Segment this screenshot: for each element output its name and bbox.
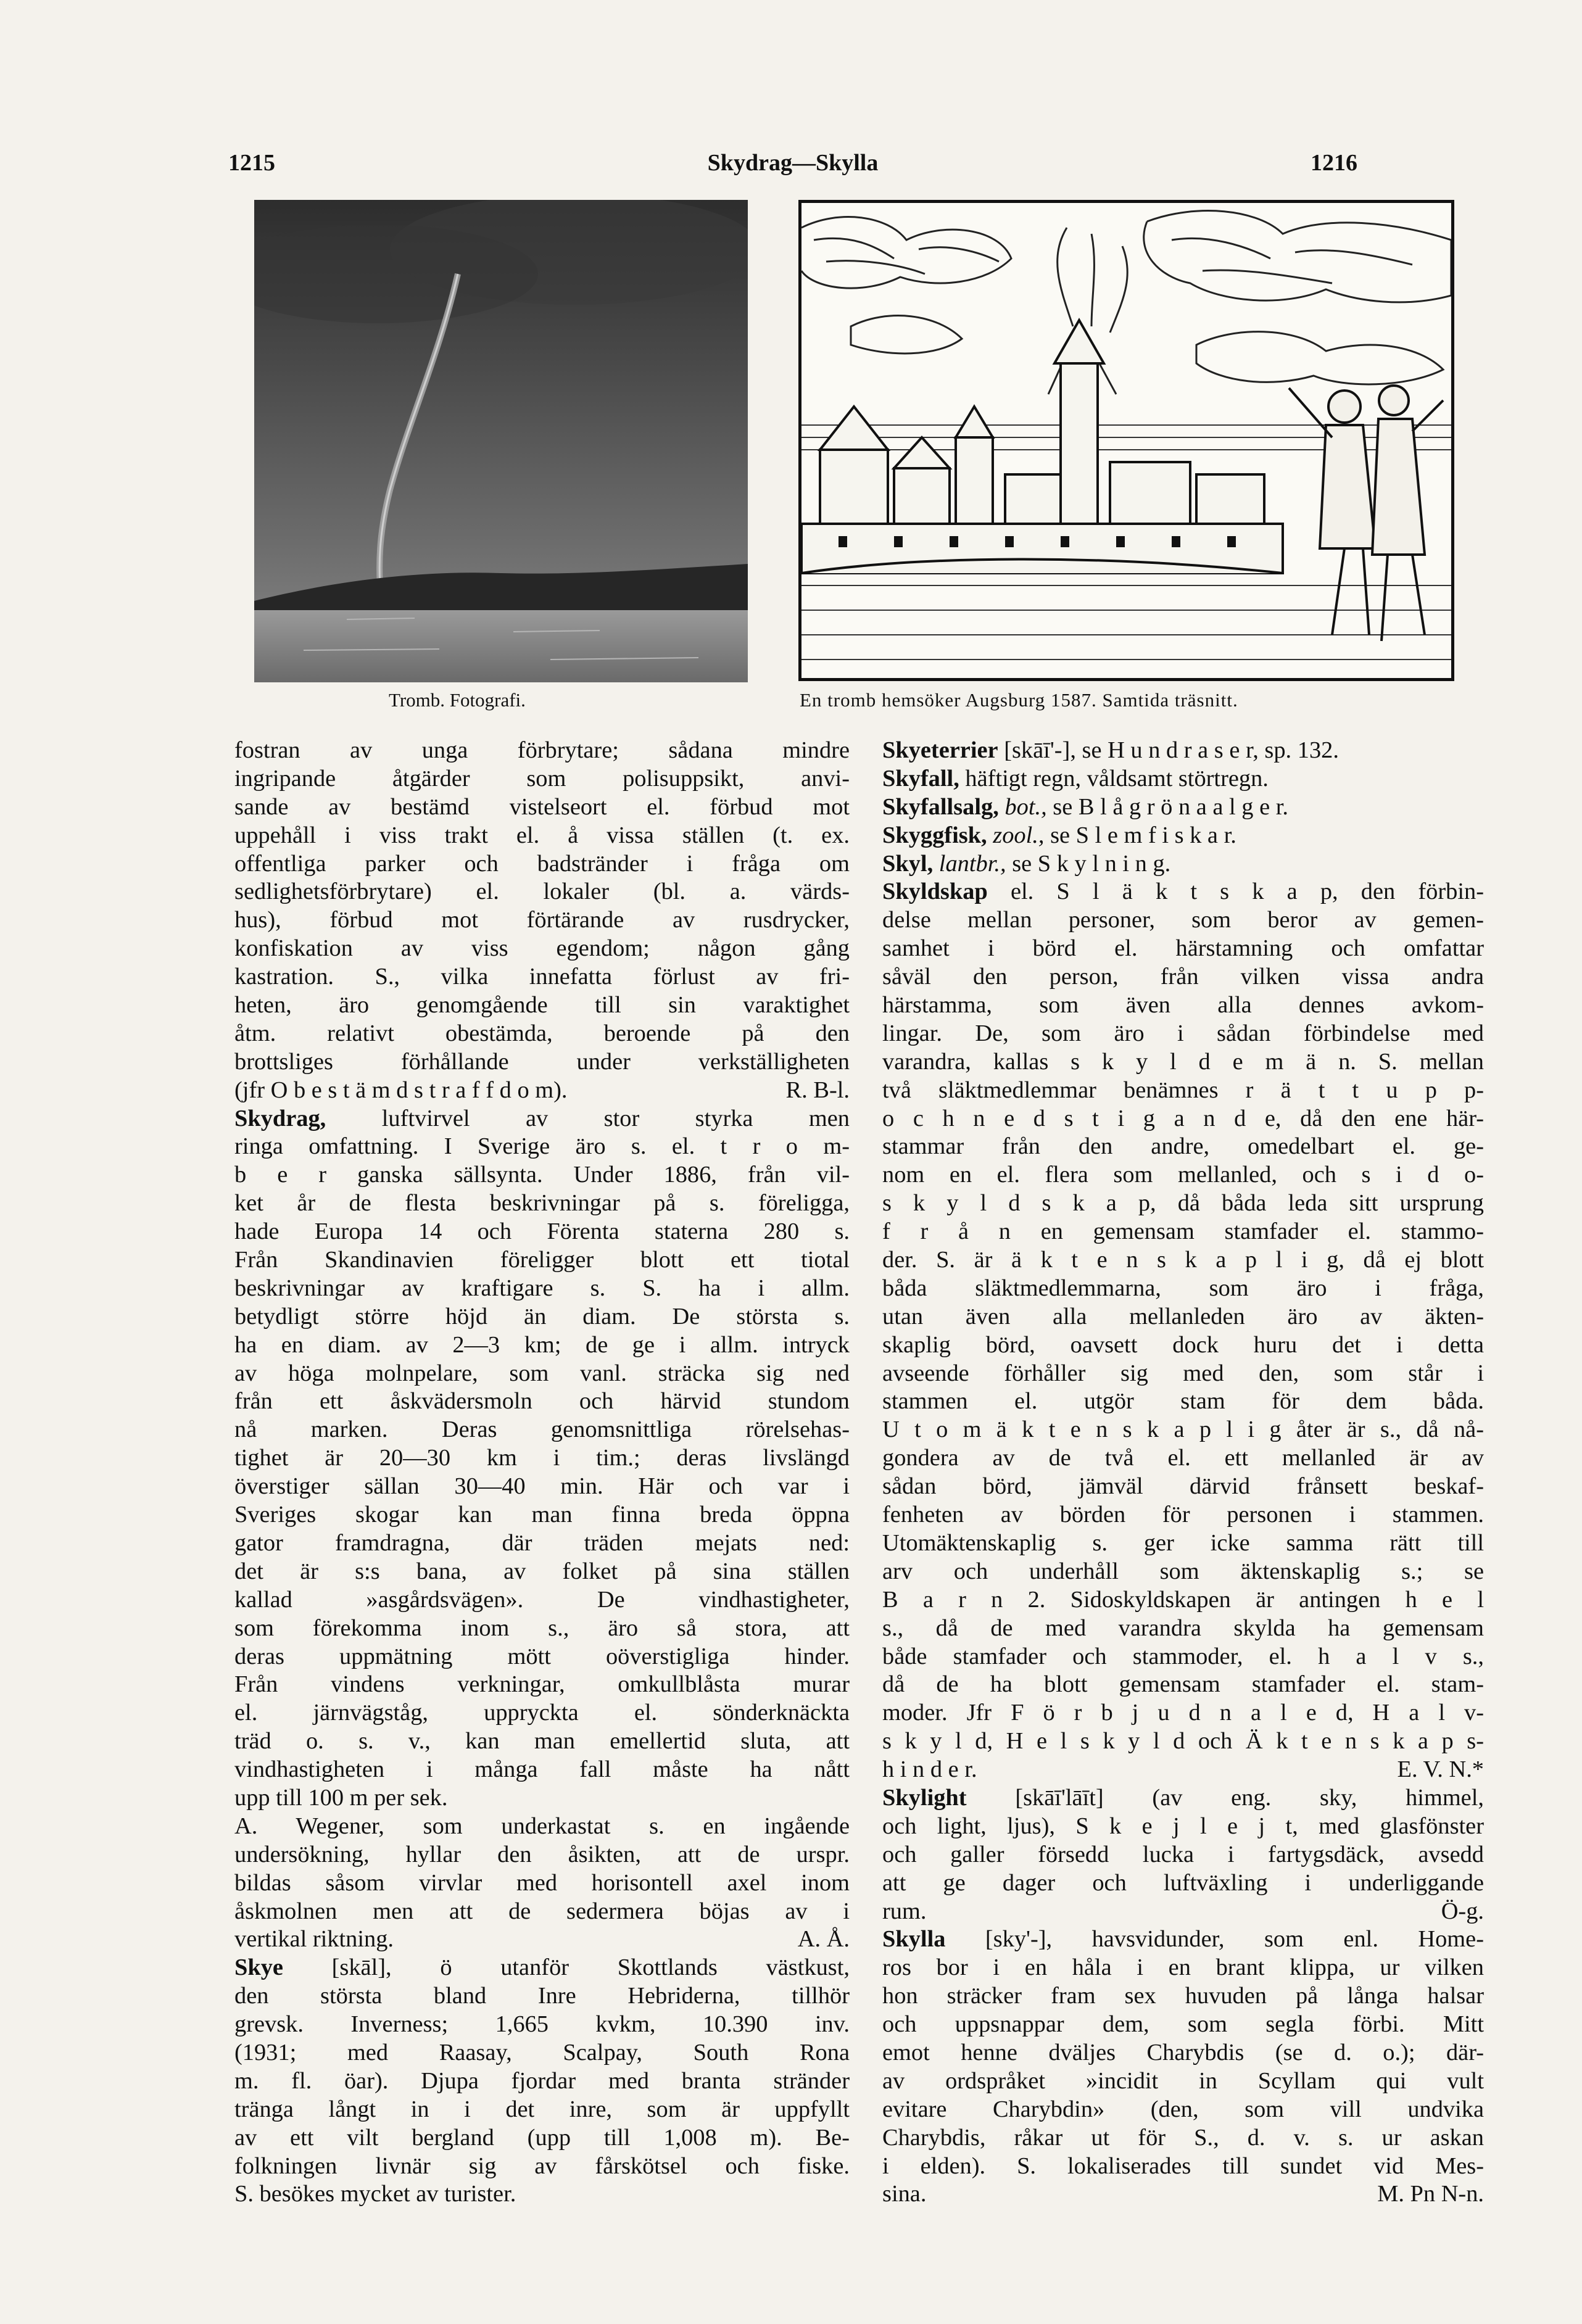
page-header — [228, 149, 1357, 186]
signature: M. Pn N-n. — [1377, 2181, 1484, 2207]
text-line: hade Europa 14 och Förenta staterna 280 s. — [234, 1218, 850, 1245]
signature: R. B-l. — [785, 1077, 850, 1103]
headword: Skyldskap — [882, 879, 988, 905]
text-line: Från vindens verkningar, omkullblåsta murar — [234, 1671, 850, 1698]
text-line: grevsk. Inverness; 1,665 kvkm, 10.390 inv. — [234, 2011, 850, 2038]
text-line: att ge dager och luftväxling i underliggande — [882, 1869, 1484, 1896]
text-line: tighet är 20—30 km i tim.; deras livslängd — [234, 1445, 850, 1471]
text-line: s k y l d s k a p, då båda leda sitt ursprung — [882, 1190, 1484, 1217]
headword: Skyeterrier — [882, 737, 998, 763]
text-line: träd o. s. v., kan man emellertid sluta, att — [234, 1728, 850, 1755]
signature: A. Å. — [797, 1926, 850, 1953]
text-line: åtm. relativt obestämda, beroende på den — [234, 1020, 850, 1046]
text-line: Från Skandinavien föreligger blott ett tiotal — [234, 1247, 850, 1273]
text-line: nom en el. flera som mellanled, och s i d o- — [882, 1162, 1484, 1188]
text-line: b e r ganska sällsynta. Under 1886, från vil- — [234, 1162, 850, 1188]
page-number-left: 1215 — [228, 150, 275, 176]
entry-skyfall: Skyfall, häftigt regn, våldsamt störtregn. — [882, 765, 1269, 792]
text-line: kallad »asgårdsvägen». De vindhastigheter, — [234, 1586, 850, 1613]
text-line: arv och underhåll som äktenskaplig s.; se — [882, 1558, 1484, 1584]
text-line: o c h n e d s t i g a n d e, då den ene här- — [882, 1105, 1484, 1131]
text-line: den största bland Inre Hebriderna, tillhör — [234, 1983, 850, 2009]
text-line: A. Wegener, som underkastat s. en ingående — [234, 1813, 850, 1839]
text-line: av ordspråket »incidit in Scyllam qui vult — [882, 2067, 1484, 2094]
text-line: (1931; med Raasay, Scalpay, South Rona — [234, 2039, 850, 2066]
text-line: Sveriges skogar kan man finna breda öppna — [234, 1502, 850, 1528]
text-line: stammar från den andre, omedelbart el. ge- — [882, 1133, 1484, 1160]
text-line: Skye [skāl], ö utanför Skottlands västkust, — [234, 1954, 850, 1981]
entry-skyldskap — [882, 878, 1484, 1784]
text-line: från ett åskvädersmoln och härvid stundom — [234, 1388, 850, 1415]
text-line: av ett vilt bergland (upp till 1,008 m). Be- — [234, 2124, 850, 2151]
text-line: stammen el. utgör stam för dem båda. — [882, 1388, 1484, 1415]
text-line: heten, äro genomgående till sin varaktighet — [234, 992, 850, 1019]
text-line: vertikal riktning. A. Å. — [234, 1925, 850, 1954]
text-line: ket år de flesta beskrivningar på s. föreligga, — [234, 1190, 850, 1217]
text-line: S. besökes mycket av turister. — [234, 2181, 516, 2207]
text-line: U t o m ä k t e n s k a p l i g åter är s., då nå- — [882, 1416, 1484, 1443]
text-line: det är s:s bana, av folket på sina ställen — [234, 1558, 850, 1584]
text-line: Charybdis, råkar ut för S., d. v. s. ur askan — [882, 2124, 1484, 2151]
text-line: i elden). S. lokaliserades till sundet vid Mes- — [882, 2152, 1484, 2179]
text-line: folkningen livnär sig av fårskötsel och fiske. — [234, 2152, 850, 2179]
woodcut-caption: En tromb hemsöker Augsburg 1587. Samtida träsnitt. — [800, 689, 1238, 711]
text-line: betydligt större höjd än diam. De största s. — [234, 1303, 850, 1329]
text-line: (jfr O b e s t ä m d s t r a f f d o m). R. B-l. — [234, 1077, 850, 1105]
text-line: m. fl. öar). Djupa fjordar med branta stränder — [234, 2067, 850, 2094]
text-line: som förekomma inom s., äro så stora, att — [234, 1615, 850, 1641]
entry-skyeterrier: Skyeterrier [skāī'-], se H u n d r a s e r, sp. 132. — [882, 737, 1339, 763]
text-line: fenheten av börden för personen i stammen. — [882, 1502, 1484, 1528]
text-line: Skylight [skāī'lāīt] (av eng. sky, himmel, — [882, 1784, 1484, 1811]
headword: Skyfall, — [882, 765, 959, 792]
entry-skyggfisk: Skyggfisk, zool., se S l e m f i s k a r. — [882, 822, 1236, 848]
headword: Skylla — [882, 1926, 946, 1953]
text-line: härstamma, som även alla dennes avkom- — [882, 992, 1484, 1019]
right-text-column — [882, 737, 1484, 2209]
text-line: och light, ljus), S k e j l e j t, med glasfönster — [882, 1813, 1484, 1839]
text-line: skaplig börd, oavsett dock huru det i detta — [882, 1331, 1484, 1358]
text-line: gondera av de två el. ett mellanled är av — [882, 1445, 1484, 1471]
entry-continuation — [234, 737, 850, 1105]
headword: Skye — [234, 1954, 283, 1981]
text-line: beskrivningar av kraftigare s. S. ha i allm. — [234, 1275, 850, 1301]
text-line: och galler försedd lucka i fartygsdäck, avsedd — [882, 1841, 1484, 1867]
text-line: och uppsnappar dem, som segla förbi. Mitt — [882, 2011, 1484, 2038]
text-line: av höga molnpelare, som vanl. sträcka sig ned — [234, 1360, 850, 1386]
text-line: delse mellan personer, som beror av gemen- — [882, 907, 1484, 933]
text-line: f r å n en gemensam stamfader el. stammo- — [882, 1218, 1484, 1245]
text-line: tränga långt in i det inre, som är uppfyllt — [234, 2096, 850, 2122]
text-line: sedlighetsförbrytare) el. lokaler (bl. a. värds- — [234, 879, 850, 905]
text-line: Utomäktenskaplig s. ger icke samma rätt till — [882, 1529, 1484, 1556]
text-line: s., då de med varandra skylda ha gemensam — [882, 1615, 1484, 1641]
text-line: upp till 100 m per sek. — [234, 1784, 448, 1811]
text-line: avseende förhåller sig med den, som står i — [882, 1360, 1484, 1386]
text-line: såväl den person, från vilken vissa andra — [882, 964, 1484, 990]
text-line: deras uppmätning mött oöverstigliga hinder. — [234, 1643, 850, 1669]
text-line: vindhastigheten i många fall måste ha nått — [234, 1756, 850, 1783]
entry-skyfallsalg: Skyfallsalg, bot., se B l å g r ö n a a l g e r. — [882, 793, 1288, 820]
text-line: der. S. är ä k t e n s k a p l i g, då ej blott — [882, 1247, 1484, 1273]
text-line: bildas såsom virvlar med horisontell axel inom — [234, 1869, 850, 1896]
entry-skydrag — [234, 1105, 850, 1954]
page-number-right: 1216 — [1311, 150, 1357, 176]
text-line: sande av bestämd vistelseort el. förbud mot — [234, 793, 850, 820]
headword: Skyfallsalg, — [882, 793, 999, 820]
text-line: samhet i börd el. härstamning och omfattar — [882, 935, 1484, 962]
entry-skylight — [882, 1784, 1484, 1925]
signature: E. V. N.* — [1397, 1756, 1484, 1783]
text-line: uppehåll i viss trakt el. å vissa ställen (t. ex. — [234, 822, 850, 848]
text-line: rum. Ö-g. — [882, 1898, 1484, 1926]
text-line: Skylla [sky'-], havsvidunder, som enl. Home- — [882, 1926, 1484, 1953]
photo-caption: Tromb. Fotografi. — [389, 689, 526, 711]
text-line: åskmolnen men att de sedermera böjas av i — [234, 1898, 850, 1924]
text-line: Skydrag, luftvirvel av stor styrka men — [234, 1105, 850, 1131]
text-line: fostran av unga förbrytare; sådana mindre — [234, 737, 850, 763]
entry-skyl: Skyl, lantbr., se S k y l n i n g. — [882, 850, 1171, 877]
headword: Skyggfisk, — [882, 822, 987, 848]
text-line: s k y l d, H e l s k y l d och Ä k t e n s k a p s- — [882, 1728, 1484, 1755]
text-line: moder. Jfr F ö r b j u d n a l e d, H a l v- — [882, 1700, 1484, 1726]
text-line: el. järnvägståg, uppryckta el. sönderknäckta — [234, 1700, 850, 1726]
text-line: utan även alla mellanleden äro av äkten- — [882, 1303, 1484, 1329]
text-line: undersökning, hyllar den åsikten, att de urspr. — [234, 1841, 850, 1867]
headword: Skylight — [882, 1784, 967, 1811]
text-line: kastration. S., vilka innefatta förlust av fri- — [234, 964, 850, 990]
headword: Skyl, — [882, 850, 934, 877]
text-line: brottsliges förhållande under verkställigheten — [234, 1048, 850, 1075]
signature: Ö-g. — [1441, 1898, 1484, 1924]
text-line: både stamfader och stammoder, el. h a l v s., — [882, 1643, 1484, 1669]
text-line: då de ha blott gemensam stamfader el. stam- — [882, 1671, 1484, 1698]
text-line: varandra, kallas s k y l d e m ä n. S. mellan — [882, 1048, 1484, 1075]
text-line: h i n d e r. E. V. N.* — [882, 1756, 1484, 1784]
left-text-column — [234, 737, 850, 2209]
headword: Skydrag, — [234, 1105, 326, 1131]
text-line: emot henne dväljes Charybdis (se d. o.); där- — [882, 2039, 1484, 2066]
text-line: lingar. De, som äro i sådan förbindelse med — [882, 1020, 1484, 1046]
text-line: gator framdragna, där träden mejats ned: — [234, 1529, 850, 1556]
augsburg-woodcut — [798, 200, 1454, 681]
text-line: konfiskation av viss egendom; någon gång — [234, 935, 850, 962]
text-line: ingripande åtgärder som polisuppsikt, anvi- — [234, 765, 850, 792]
text-line: två släktmedlemmar benämnes r ä t t u p p- — [882, 1077, 1484, 1103]
text-line: hon sträcker fram sex huvuden på långa halsar — [882, 1983, 1484, 2009]
text-line: evitare Charybdin» (den, som vill undvika — [882, 2096, 1484, 2122]
entry-skye — [234, 1954, 850, 2209]
text-line: sådan börd, jämväl därvid frånsett beskaf- — [882, 1473, 1484, 1500]
text-line: ringa omfattning. I Sverige äro s. el. t r o m- — [234, 1133, 850, 1160]
text-line: Skyldskap el. S l ä k t s k a p, den förbin- — [882, 879, 1484, 905]
text-line: offentliga parker och badstränder i fråga om — [234, 850, 850, 877]
text-line: överstiger sällan 30—40 min. Här och var i — [234, 1473, 850, 1500]
text-line: nå marken. Deras genomsnittliga rörelsehas- — [234, 1416, 850, 1443]
text-line: ha en diam. av 2—3 km; de ge i allm. intryck — [234, 1331, 850, 1358]
text-line: ros bor i en håla i en brant klippa, ur vilken — [882, 1954, 1484, 1981]
entry-skylla — [882, 1925, 1484, 2209]
running-title: Skydrag—Skylla — [707, 150, 879, 176]
text-line: sina. M. Pn N-n. — [882, 2180, 1484, 2209]
waterspout-photograph — [254, 200, 748, 682]
text-line: båda släktmedlemmarna, som äro i fråga, — [882, 1275, 1484, 1301]
text-line: B a r n 2. Sidoskyldskapen är antingen h e l — [882, 1586, 1484, 1613]
text-line: hus), förbud mot förtärande av rusdrycker, — [234, 907, 850, 933]
